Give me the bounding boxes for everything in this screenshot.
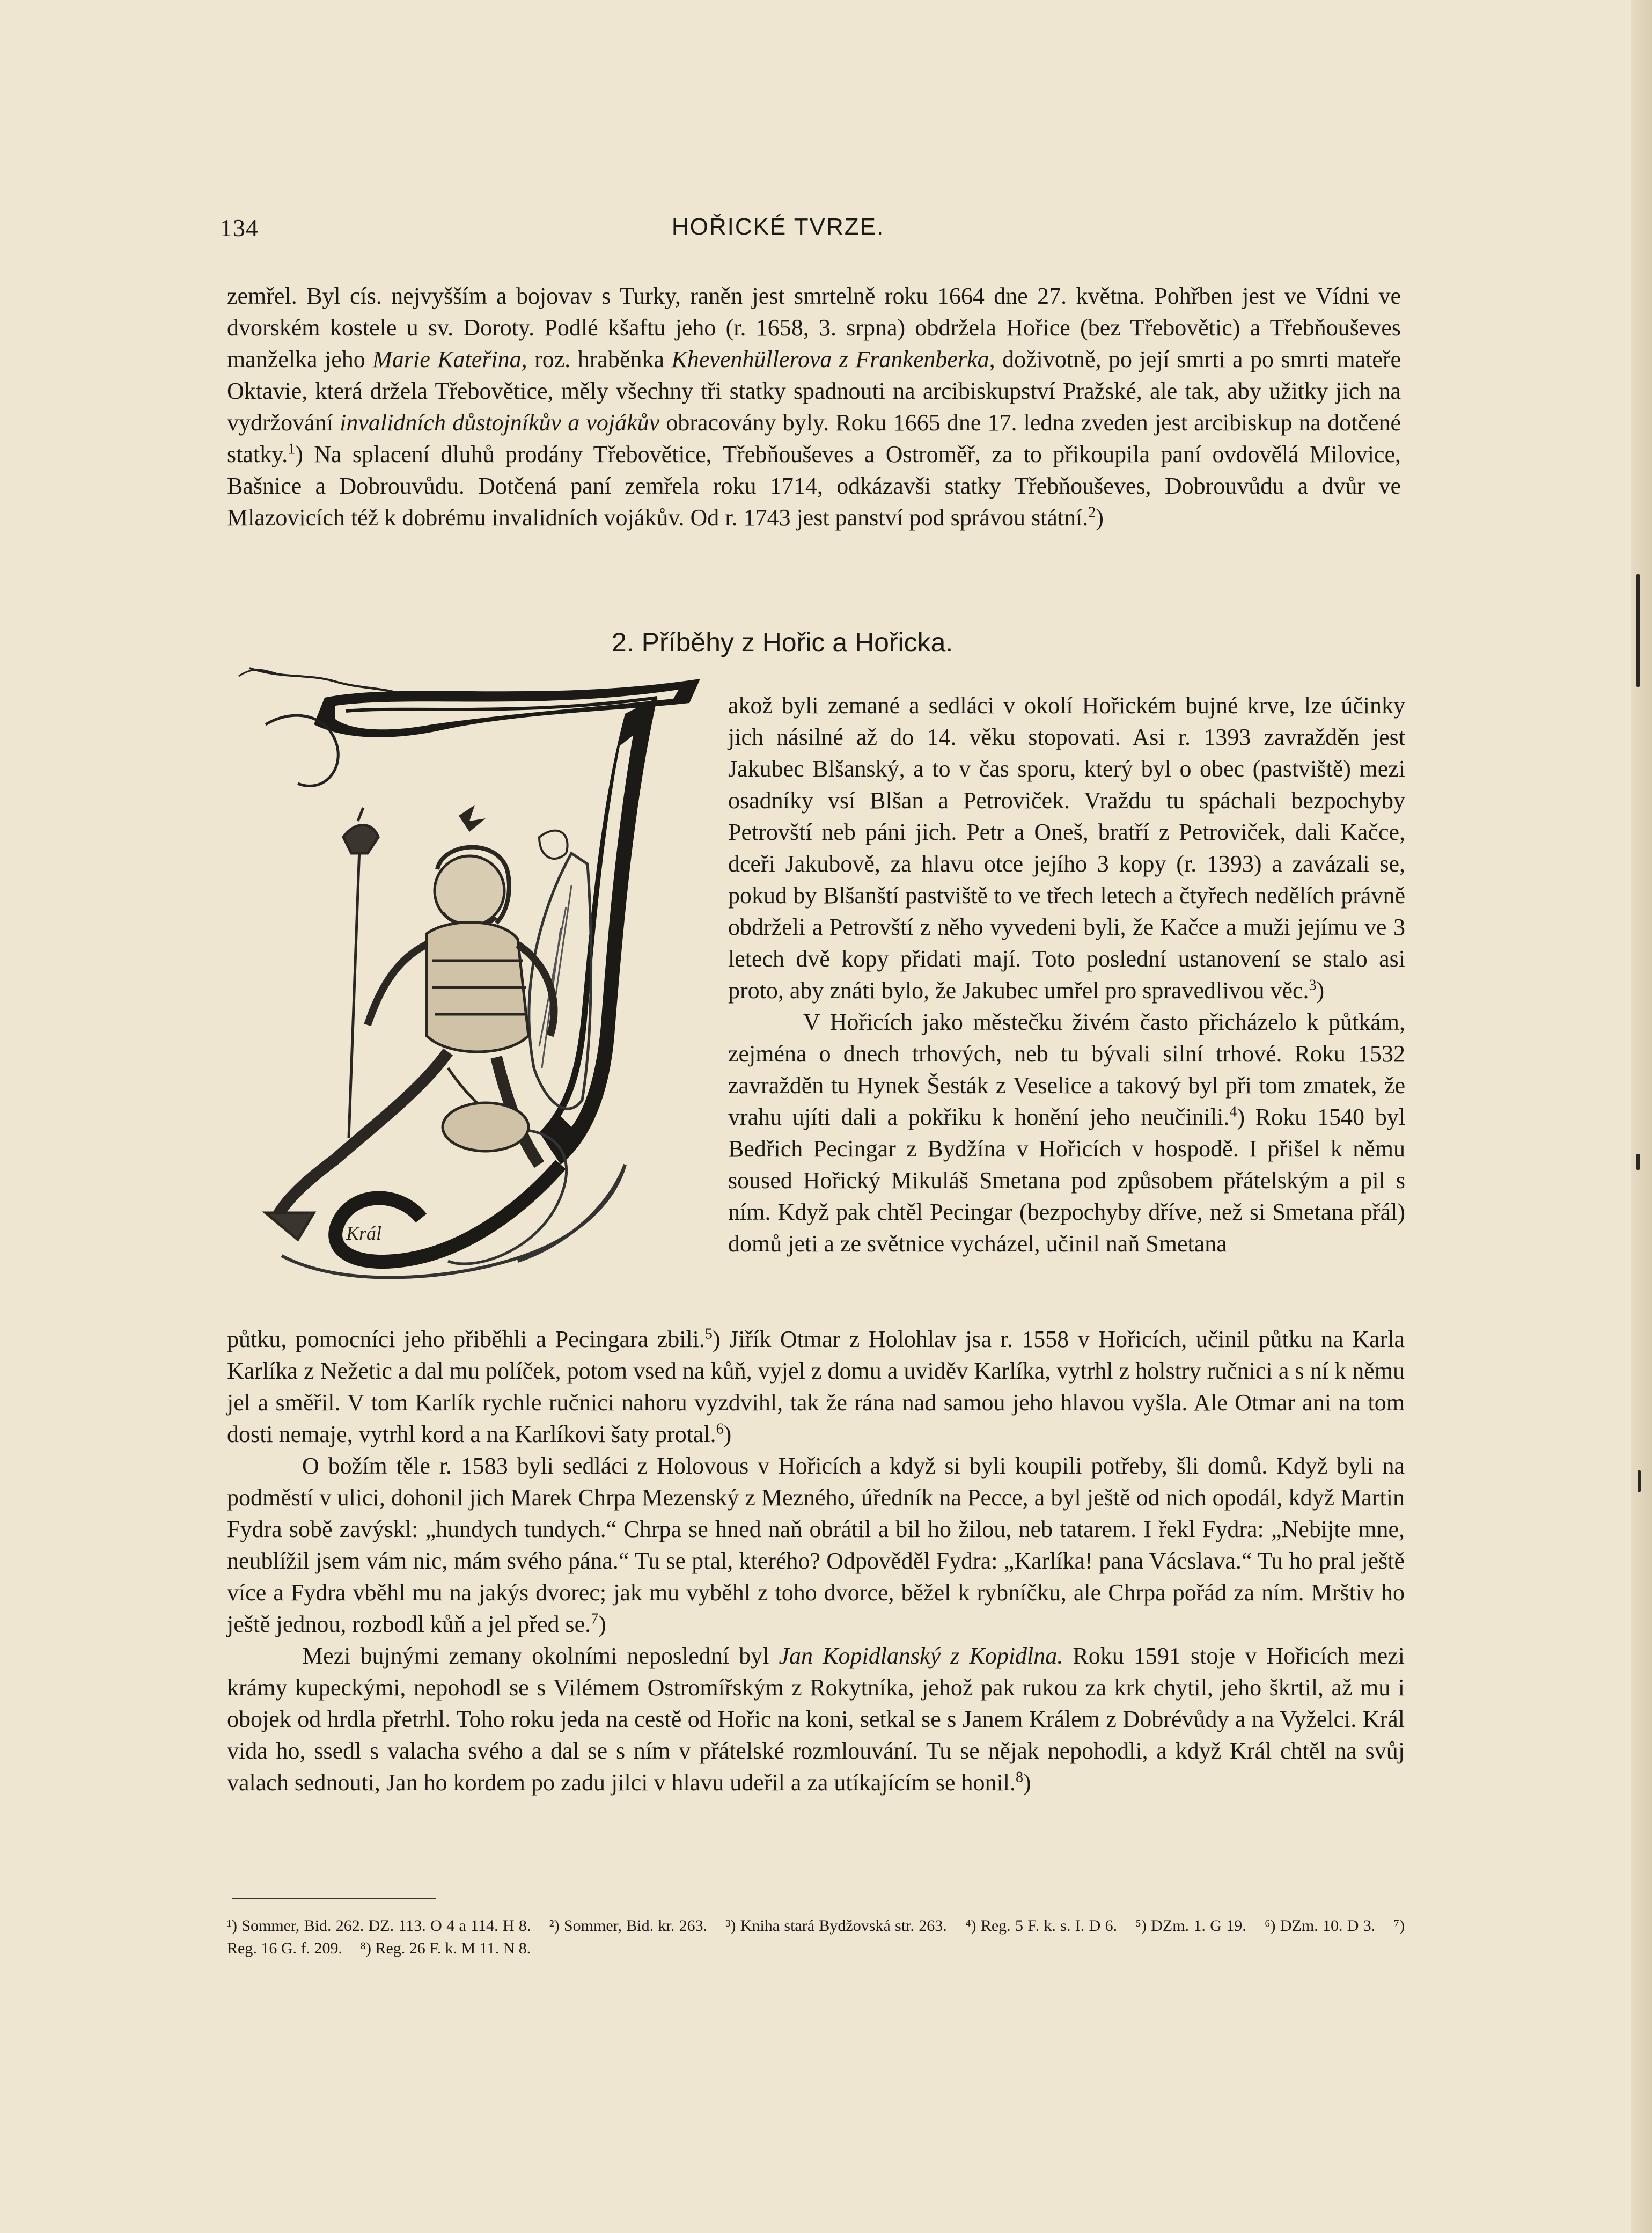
edge-mark [1636,1154,1640,1170]
page-edge [1631,0,1652,2233]
footnote: ⁷) Reg. 16 G. f. 209. [227,1917,1405,1957]
footnote: ⁶) DZm. 10. D 3. [1265,1917,1376,1935]
footnote-rule [232,1898,436,1899]
footnote: ³) Kniha stará Bydžovská str. 263. [725,1917,947,1935]
running-head: HOŘICKÉ TVRZE. [671,214,885,240]
page-number: 134 [220,214,259,241]
edge-mark [1636,574,1640,687]
footnotes [227,1915,1405,1960]
story-paragraph-wrap: akož byli zemané a sedláci v okolí Hořickém bujné krve, lze účinky jich násilné až do 14. věku stopovati. Asi r. 1393 zavražděn jest Jakubec Blšanský, a to v čas sporu, který byl o obec (pastviště) mezi osadníky vsí Blšan a Petroviček. Vraždu tu spáchali bezpochyby Petrovští neb páni jich. Petr a Oneš, bratří z Petroviček, dali Kačce, dceři Jakubově, za hlavu otce jejího 3 kopy (r. 1393) a zavázali se, pokud by Blšanští pastviště to ve třech letech a čtyřech nedělích právně obdrželi a Petrovští z něho vyvedeni byli, že Kačce a muži jejímu ve 3 letech dvě kopy přidati mají. Toto poslední ustanovení se stalo asi proto, aby znáti bylo, že Jakubec umřel pro spravedlivou věc.$^3$) V Hořicích jako městečku živém často přicházelo k půtkám, zejména o dnech trhových, neb tu bývali silní trhové. Roku 1532 zavražděn tu Hynek Šesták z Veselice a takový byl při tom zmatek, že vrahu ujíti dali a pokřiku k honění jeho neučinili.$^4$) Roku 1540 byl Bedřich Pecingar z Bydžína v Hořicích v hospodě. I přišel k němu soused Hořický Mikuláš Smetana pod způsobem přátelským a pil s ním. Když pak chtěl Pecingar (bezpochyby dříve, než si Smetana přál) domů jeti a ze světnice vycházel, učinil naň Smetana [728,692,1405,1257]
artist-signature: Král [346,1222,382,1244]
footnote: ⁵) DZm. 1. G 19. [1135,1917,1246,1935]
intro-paragraph: zemřel. Byl cís. nejvyšším a bojovav s Turky, raněn jest smrtelně roku 1664 dne 27. května. Pohřben jest ve Vídni ve dvorském kostele u sv. Doroty. Podlé kšaftu jeho (r. 1658, 3. srpna) obdržela Hořice (bez Třebovětic) a Třebňouševes manželka jeho Marie Kateřina, roz. hraběnka Khevenhüllerova z Frankenberka, doživotně, po její smrti a po smrti mateře Oktavie, která držela Třebovětice, měly všechny tři statky spadnouti na arcibiskupství Pražské, ale tak, aby užitky jich na vydržování invalidních důstojníkův a vojákův obracovány byly. Roku 1665 dne 17. ledna zveden jest arcibiskup na dotčené statky.$^1$) Na splacení dluhů prodány Třebovětice, Třebňouševes a Ostroměř, za to přikoupila paní ovdovělá Milovice, Bašnice a Dobrouvůdu. Dotčená paní zemřela roku 1714, odkázavši statky Třebňouševes, Dobrouvůdu a dvůr ve Mlazovicích též k dobrému invalidních vojákův. Od r. 1743 jest panství pod správou státní.$^2$) [227,283,1401,531]
footnote: ¹) Sommer, Bid. 262. DZ. 113. O 4 a 114. H 8. [227,1917,531,1935]
footnote: ⁸) Reg. 26 F. k. M 11. N 8. [360,1939,531,1957]
edge-mark [1638,1470,1641,1492]
story-paragraph-full: půtku, pomocníci jeho přiběhli a Pecingara zbili.$^5$) Jiřík Otmar z Holohlav jsa r. 1558 v Hořicích, učinil půtku na Karla Karlíka z Nežetic a dal mu políček, potom vsed na kůň, vyjel z domu a uviděv Karlíka, vytrhl z holstry ručnici a s ní k němu jel a směřil. V tom Karlík rychle ručnici nahoru vyzdvihl, tak že rána nad samou jeho hlavou vyšla. Ale Otmar ani na tom dosti nemaje, vytrhl kord a na Karlíkovi šaty protal.$^6$) O božím těle r. 1583 byli sedláci z Holovous v Hořicích a když si byli koupili potřeby, šli domů. Když byli na podměstí v ulici, dohonil jich Marek Chrpa Mezenský z Mezného, úředník na Pecce, a byl ještě od nich opodál, když Martin Fydra sobě zavýskl: „hundych tundych.“ Chrpa se hned naň obrátil a bil ho žilou, neb tatarem. I řekl Fydra: „Nebijte mne, neublížil jsem vám nic, mám svého pána.“ Tu se ptal, kterého? Odpověděl Fydra: „Karlíka! pana Vácslava.“ Tu ho pral ještě více a Fydra vběhl mu na jakýs dvorec; jak mu vyběhl z toho dvorce, běžel k rybníčku, ale Chrpa pořád za ním. Mrštiv ho ještě jednou, rozbodl kůň a jel před se.$^7$) Mezi bujnými zemany okolními neposlední byl Jan Kopidlanský z Kopidlna. Roku 1591 stoje v Hořicích mezi krámy kupeckými, nepohodl se s Vilémem Ostromířským z Rokytníka, jehož pak rukou za krk chytil, jeho škrtil, až mu i obojek od hrdla přetrhl. Toho roku jeda na cestě od Hořic na koni, setkal se s Janem Králem z Dobrévůdy a na Vyželci. Král vida ho, ssedl s valacha svého a dal se s ním v přátelské rozmlouvání. Tu se nějak nepohodli, a když Král chtěl na svůj valach sednouti, Jan ho kordem po zadu jilci v hlavu udeřil a za utíkajícím se honil.$^8$) [227,1326,1405,1796]
initial-letter-illustration [217,660,722,1323]
section-title: 2. Příběhy z Hořic a Hořicka. [612,627,953,657]
footnote: ⁴) Reg. 5 F. k. s. I. D 6. [965,1917,1118,1935]
footnote: ²) Sommer, Bid. kr. 263. [549,1917,708,1935]
